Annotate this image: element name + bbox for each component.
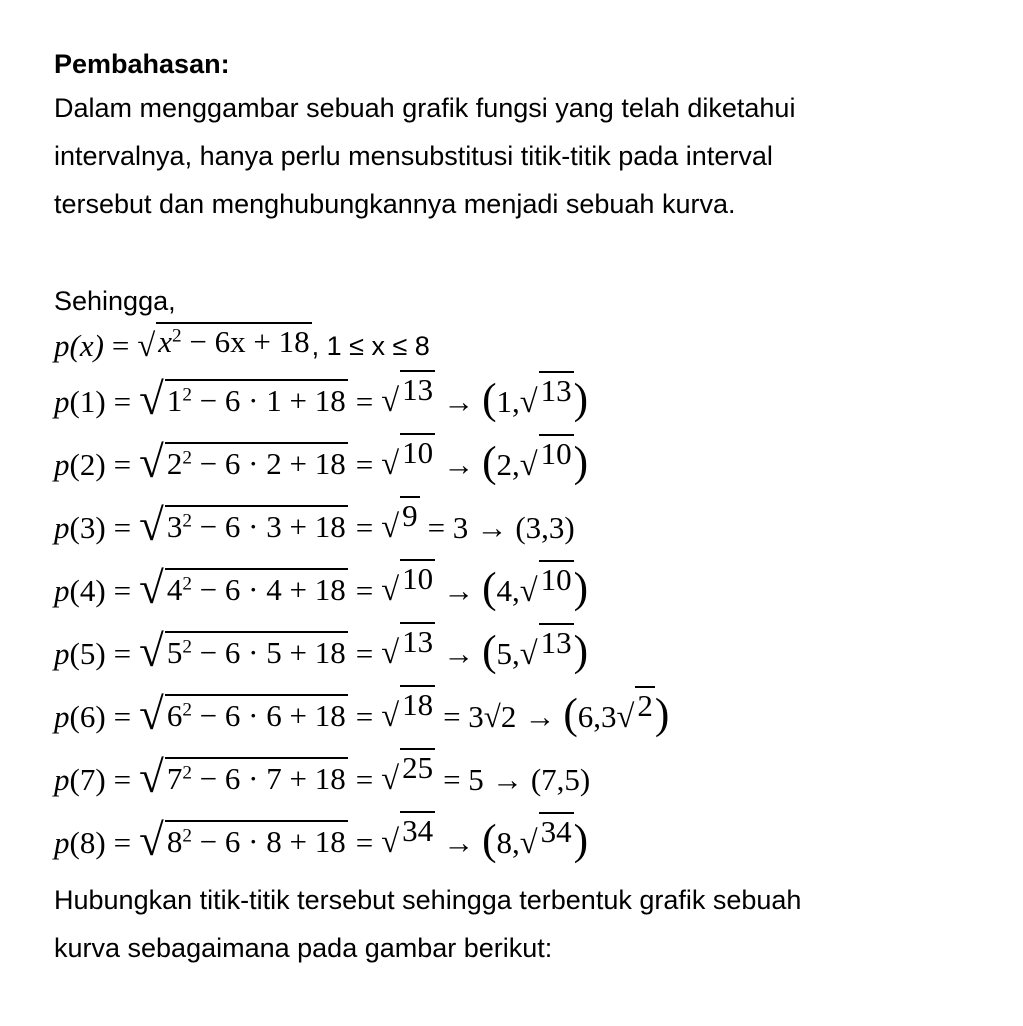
simplified-value: = 3√2 [443,699,517,734]
radical-expression: √ $x^2 - 6x + 18$ [137,322,311,370]
radical-expression: √ $4^2 - 6 \cdot 4 + 18$ [139,563,346,614]
evaluation-row-5: p ( 5 ) = √ $5^2 - 6 \cdot 5 + 18$ = √ 13 → (5, √ 13 ) [54,622,992,685]
intro-line-1: Dalam menggambar sebuah grafik fungsi yang telah diketahui [54,93,796,123]
radical-icon: √ [616,698,635,735]
radical-expression: √ $3^2 - 6 \cdot 3 + 18$ [139,500,346,551]
arrow-icon: → [443,573,475,608]
coordinate-point: (3,3) [515,510,575,545]
radical-icon: √ [381,635,400,671]
result-radical: √ 10 [381,559,435,622]
radical-icon: √ [519,824,538,861]
arrow-icon: → [443,384,475,419]
result-radical: √ 34 [381,811,435,874]
radical-icon: √ [381,383,400,419]
evaluation-row-4: p ( 4 ) = √ $4^2 - 6 \cdot 4 + 18$ = √ 10 → (4, √ 10 ) [54,559,992,622]
domain-interval: , 1 ≤ x ≤ 8 [311,331,430,361]
coordinate-point: (4, √ 10 ) [482,559,588,623]
arrow-icon: → [443,447,475,482]
evaluation-row-3: p ( 3 ) = √ $3^2 - 6 \cdot 3 + 18$ = √ 9 = 3 → (3,3) [54,496,992,559]
radical-icon: √ [139,374,164,425]
radical-icon: √ [139,815,164,866]
radical-icon: √ [519,572,538,609]
result-radical: √ 10 [381,433,435,496]
function-definition: p(x) = √ $x^2 - 6x + 18$ , 1 ≤ x ≤ 8 [54,322,992,370]
coordinate-point: (6,3 √ 2 ) [563,685,669,749]
section-heading: Pembahasan: [54,49,230,79]
spacer [54,228,992,280]
simplified-value: = 3 [427,510,469,545]
radical-icon: √ [139,752,164,803]
evaluation-row-7: p ( 7 ) = √ $7^2 - 6 \cdot 7 + 18$ = √ 25 = 5 → (7,5) [54,748,992,811]
closing-paragraph [54,876,992,972]
radical-expression: √ $2^2 - 6 \cdot 2 + 18$ [139,437,346,488]
arrow-icon: → [443,636,475,671]
arrow-icon: → [491,762,523,797]
radical-icon: √ [519,446,538,483]
radical-icon: √ [381,446,400,482]
closing-line-1: Hubungkan titik-titik tersebut sehingga terbentuk grafik sebuah [54,885,802,915]
result-radical: √ 13 [381,622,435,685]
intro-line-3: tersebut dan menghubungkannya menjadi sebuah kurva. [54,189,736,219]
radical-expression: √ $6^2 - 6 \cdot 6 + 18$ [139,689,346,740]
radical-icon: √ [381,698,400,734]
arrow-icon: → [476,510,508,545]
radical-icon: √ [519,383,538,420]
radical-icon: √ [139,626,164,677]
radical-expression: √ $8^2 - 6 \cdot 8 + 18$ [139,815,346,866]
sehingga-label: Sehingga, [54,286,176,316]
coordinate-point: (7,5) [530,762,591,797]
simplified-value: = 5 [443,762,484,797]
evaluation-row-2: p ( 2 ) = √ $2^2 - 6 \cdot 2 + 18$ = √ 10 → (2, √ 10 ) [54,433,992,496]
radical-icon: √ [139,437,164,488]
function-lhs: p(x) [54,328,104,363]
result-radical: √ 13 [381,370,435,433]
evaluation-list [54,370,992,874]
result-radical: √ 25 [381,748,435,811]
closing-line-2: kurva sebagaimana pada gambar berikut: [54,933,553,963]
evaluation-row-6: p ( 6 ) = √ $6^2 - 6 \cdot 6 + 18$ = √ 18 = 3√2 → (6,3 √ 2 ) [54,685,992,748]
coordinate-point: (5, √ 13 ) [482,622,588,686]
radical-icon: √ [137,328,156,364]
radical-icon: √ [139,689,164,740]
radical-icon: √ [139,563,164,614]
radical-icon: √ [381,572,400,608]
coordinate-point: (1, √ 13 ) [482,370,588,434]
radical-expression: √ $7^2 - 6 \cdot 7 + 18$ [139,752,346,803]
evaluation-row-8: p ( 8 ) = √ $8^2 - 6 \cdot 8 + 18$ = √ 34 → (8, √ 34 ) [54,811,992,874]
coordinate-point: (8, √ 34 ) [482,811,588,875]
arrow-icon: → [443,825,475,860]
radical-icon: √ [139,500,164,551]
radical-expression: √ $5^2 - 6 \cdot 5 + 18$ [139,626,346,677]
radical-icon: √ [519,635,538,672]
coordinate-point: (2, √ 10 ) [482,433,588,497]
evaluation-row-1: p ( 1 ) = √ $1^2 - 6 \cdot 1 + 18$ = √ 13 → (1, √ 13 ) [54,370,992,433]
intro-line-2: intervalnya, hanya perlu mensubstitusi titik-titik pada interval [54,141,773,171]
radical-icon: √ [381,509,400,545]
radical-icon: √ [381,824,400,860]
result-radical: √ 9 [381,496,419,559]
radical-icon: √ [381,761,400,797]
radical-expression: √ $1^2 - 6 \cdot 1 + 18$ [139,374,346,425]
solution-document [54,44,992,972]
result-radical: √ 18 [381,685,435,748]
arrow-icon: → [524,699,556,734]
